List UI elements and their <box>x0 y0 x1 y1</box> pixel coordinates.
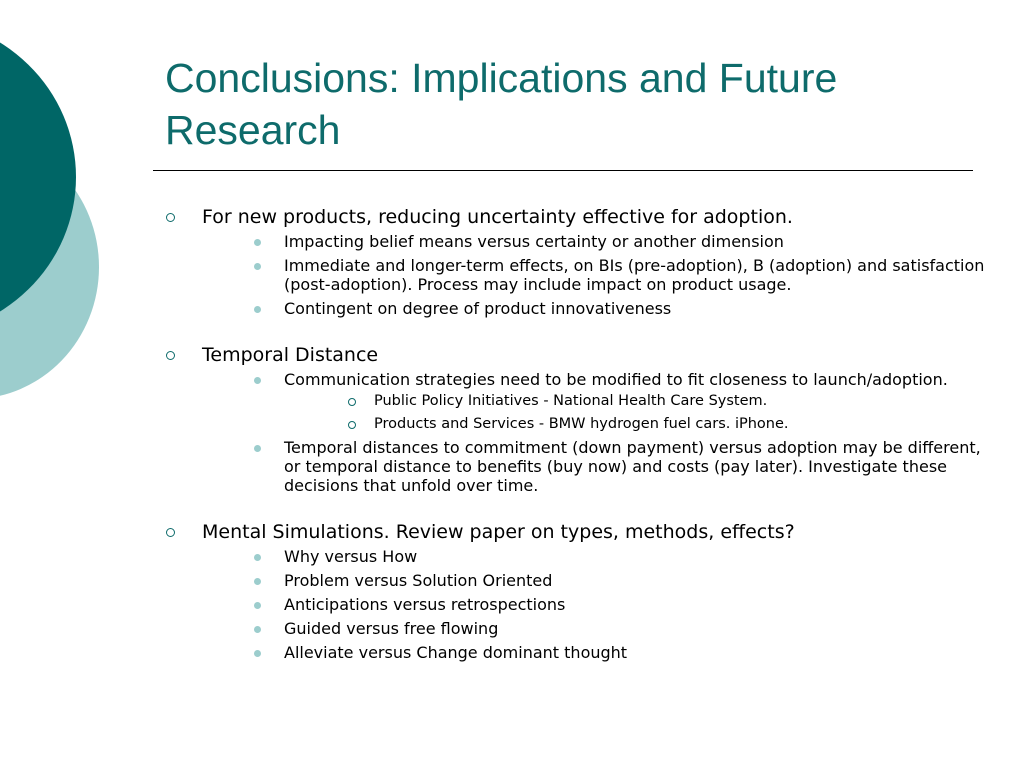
bullet-text: Public Policy Initiatives - National Health Care System. <box>374 393 768 409</box>
bullet-item-level2 <box>202 619 985 638</box>
bullet-text: Contingent on degree of product innovativeness <box>284 299 672 318</box>
hollow-circle-bullet-icon <box>166 213 175 222</box>
sub-sub-bullet-list <box>247 392 985 433</box>
filled-circle-bullet-icon <box>254 626 261 633</box>
bullet-text: Impacting belief means versus certainty or another dimension <box>284 232 784 251</box>
bullet-list <box>165 206 985 662</box>
hollow-circle-bullet-icon <box>348 398 356 406</box>
sub-bullet-list <box>202 232 985 318</box>
sub-bullet-list <box>202 370 985 495</box>
filled-circle-bullet-icon <box>254 263 261 270</box>
filled-circle-bullet-icon <box>254 602 261 609</box>
bullet-item-level2 <box>202 643 985 662</box>
hollow-circle-bullet-icon <box>166 528 175 537</box>
bullet-text: Communication strategies need to be modified to fit closeness to launch/adoption. <box>284 370 948 389</box>
filled-circle-bullet-icon <box>254 377 261 384</box>
filled-circle-bullet-icon <box>254 578 261 585</box>
bullet-text: Temporal Distance <box>202 344 379 366</box>
bullet-text: Products and Services - BMW hydrogen fuel cars. iPhone. <box>374 416 789 432</box>
bullet-text: Why versus How <box>284 547 418 566</box>
bullet-item-level3 <box>247 415 985 433</box>
sub-bullet-list <box>202 547 985 662</box>
bullet-text: Anticipations versus retrospections <box>284 595 566 614</box>
filled-circle-bullet-icon <box>254 306 261 313</box>
bullet-item-level2 <box>202 256 985 294</box>
hollow-circle-bullet-icon <box>166 351 175 360</box>
bullet-text: Alleviate versus Change dominant thought <box>284 643 628 662</box>
bullet-item-level2 <box>202 595 985 614</box>
bullet-item-level1 <box>165 344 985 495</box>
bullet-item-level2 <box>202 571 985 590</box>
bullet-item-level2 <box>202 547 985 566</box>
bullet-text: Immediate and longer-term effects, on BIs (pre-adoption), B (adoption) and satisfaction (post-adoption). Process may include impact on product usage. <box>284 256 985 294</box>
filled-circle-bullet-icon <box>254 445 261 452</box>
bullet-item-level2 <box>202 370 985 433</box>
bullet-text: Guided versus free flowing <box>284 619 499 638</box>
filled-circle-bullet-icon <box>254 239 261 246</box>
bullet-item-level3 <box>247 392 985 410</box>
filled-circle-bullet-icon <box>254 650 261 657</box>
filled-circle-bullet-icon <box>254 554 261 561</box>
bullet-item-level1 <box>165 206 985 318</box>
bullet-item-level2 <box>202 299 985 318</box>
bullet-item-level2 <box>202 438 985 495</box>
bullet-item-level1 <box>165 521 985 662</box>
bullet-text: Temporal distances to commitment (down payment) versus adoption may be different, or temporal distance to benefits (buy now) and costs (pay later). Investigate these decisions that unfold over time. <box>284 438 981 495</box>
title-divider <box>153 170 973 171</box>
bullet-item-level2 <box>202 232 985 251</box>
hollow-circle-bullet-icon <box>348 421 356 429</box>
bullet-text: For new products, reducing uncertainty effective for adoption. <box>202 206 793 228</box>
slide-title: Conclusions: Implications and Future Research <box>165 55 838 153</box>
bullet-text: Mental Simulations. Review paper on types, methods, effects? <box>202 521 795 543</box>
bullet-text: Problem versus Solution Oriented <box>284 571 553 590</box>
